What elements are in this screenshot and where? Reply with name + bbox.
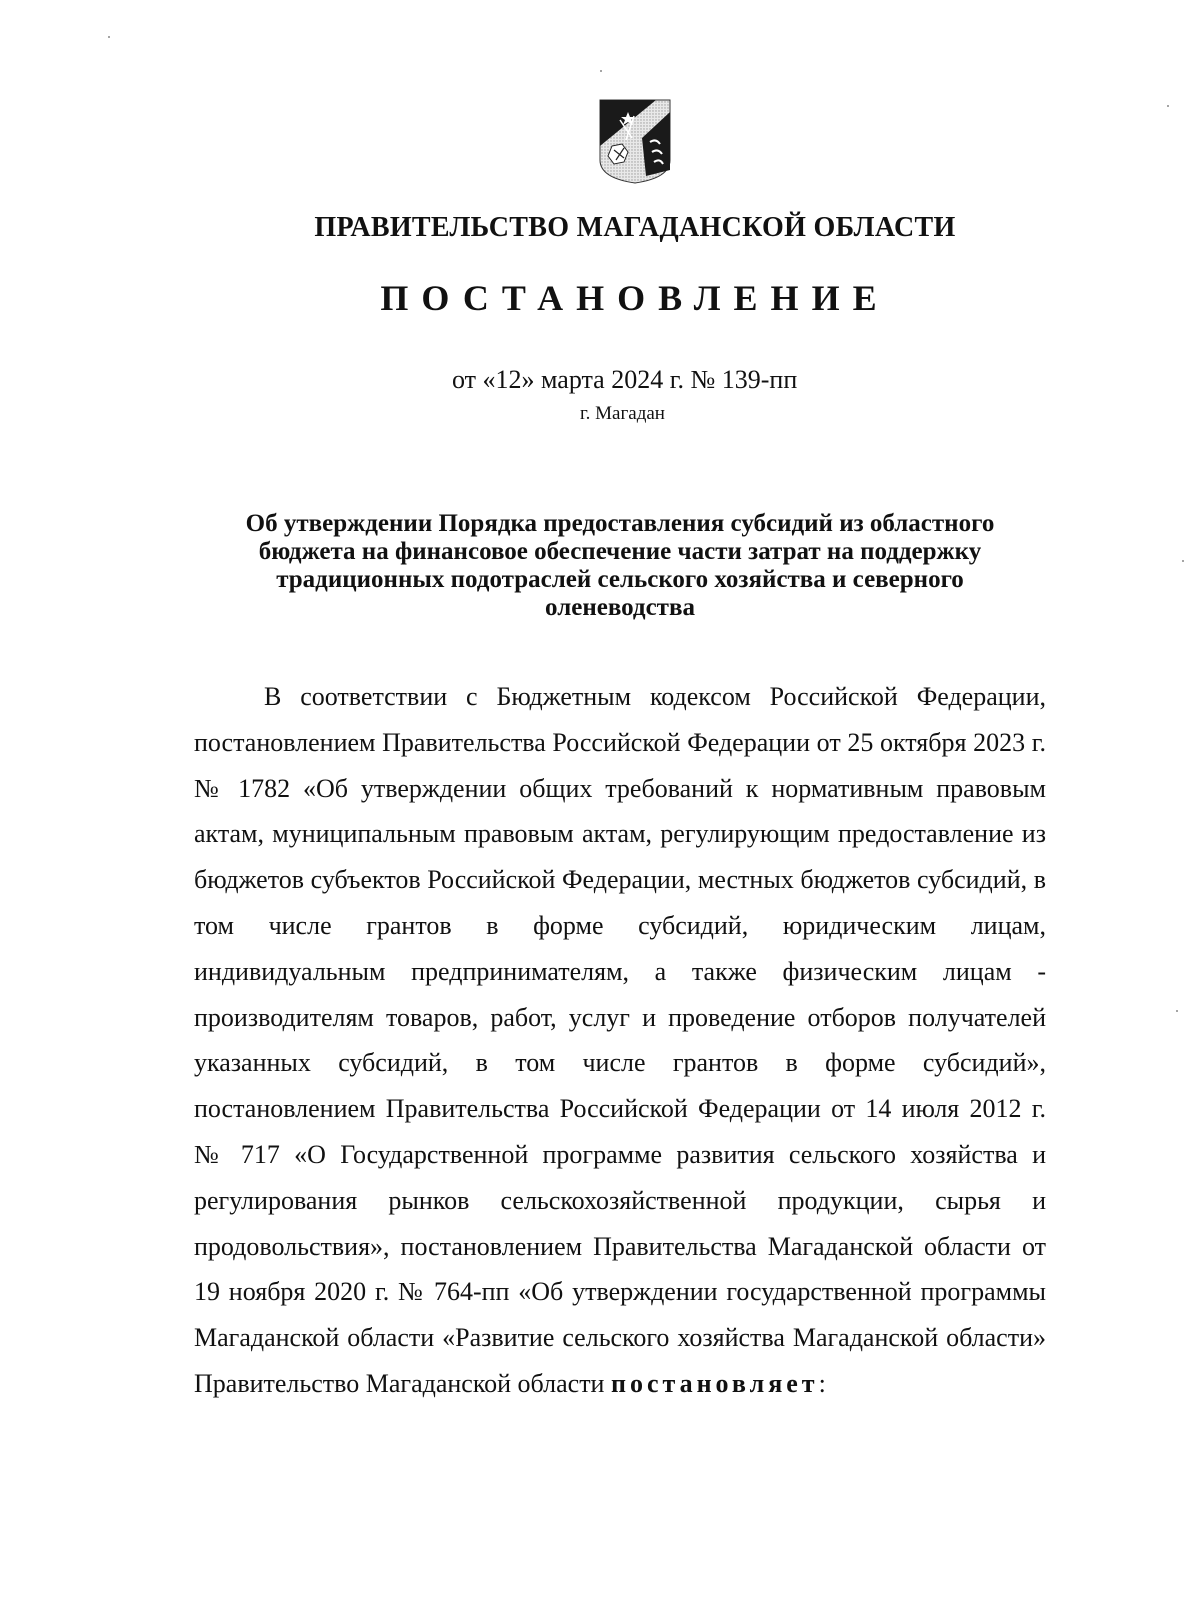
document-date-number: от «12» марта 2024 г. № 139-пп — [452, 365, 798, 394]
scan-speck — [1167, 105, 1169, 107]
organization-title: ПРАВИТЕЛЬСТВО МАГАДАНСКОЙ ОБЛАСТИ — [314, 212, 956, 243]
subject-line: бюджета на финансовое обеспечение части затрат на поддержку — [258, 538, 982, 565]
subject-line: Об утверждении Порядка предоставления субсидий из областного — [245, 510, 995, 537]
document-subject — [180, 510, 1060, 622]
scan-speck — [600, 70, 602, 72]
subject-line: традиционных подотраслей сельского хозяйства и северного — [276, 566, 964, 593]
scan-speck — [1176, 1010, 1178, 1012]
decree-colon: : — [818, 1368, 826, 1398]
body-paragraph — [194, 674, 1046, 1407]
document-type-title: ПОСТАНОВЛЕНИЕ — [380, 278, 890, 318]
scan-speck — [1182, 560, 1184, 562]
coat-of-arms-icon — [598, 98, 672, 184]
body-text: В соответствии с Бюджетным кодексом Российской Федерации, постановлением Правительства Российской Федерации от 25 октября 2023 г. № 1782 «Об утверждении общих требований к нормативным правовым актам, муниципальным правовым актам, регулирующим предоставление из бюджетов субъектов Российской Федерации, местных бюджетов субсидий, в том числе грантов в форме субсидий, юридическим лицам, индивидуальным предпринимателям, а также физическим лицам - производителям товаров, работ, услуг и проведение отборов получателей указанных субсидий, в том числе грантов в форме субсидий», постановлением Правительства Российской Федерации от 14 июля 2012 г. № 717 «О Государственной программе развития сельского хозяйства и регулирования рынков сельскохозяйственной продукции, сырья и продовольствия», постановлением Правительства Магаданской области от 19 ноября 2020 г. № 764-пп «Об утверждении государственной программы Магаданской области «Развитие сельского хозяйства Магаданской области» Правительство Магаданской области — [194, 682, 1046, 1398]
subject-line: оленеводства — [545, 594, 695, 621]
decree-word: постановляет — [610, 1368, 819, 1398]
document-place: г. Магадан — [580, 403, 665, 424]
scan-speck — [108, 36, 110, 38]
